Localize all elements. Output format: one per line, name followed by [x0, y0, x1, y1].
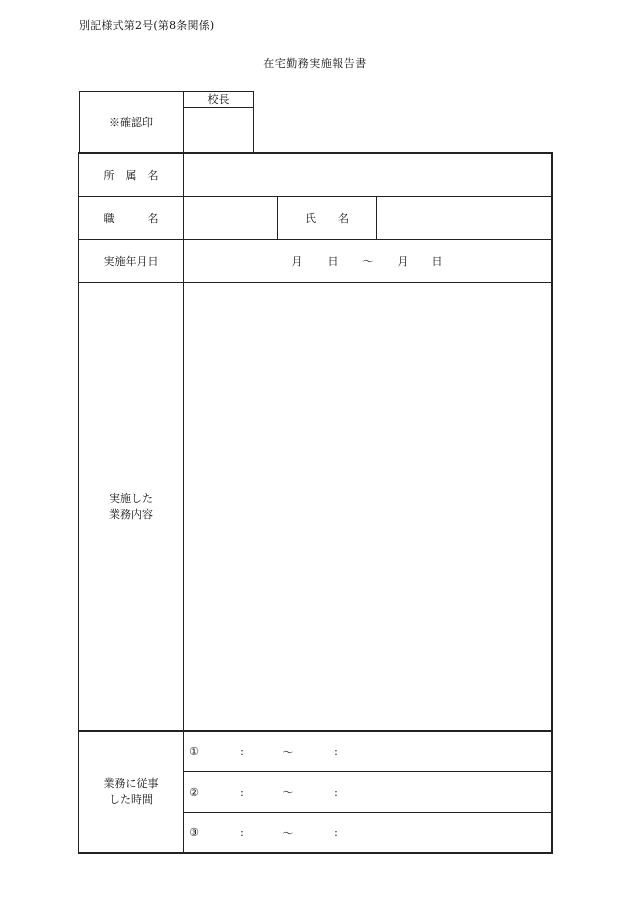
slot-colon-start: :: [240, 745, 244, 758]
slot-colon-start: :: [240, 785, 244, 799]
position-field[interactable]: [184, 197, 277, 239]
content-label-line1: 実施した: [109, 491, 153, 505]
slot-tilde: ～: [282, 745, 294, 759]
date-label: 実施年月日: [103, 255, 159, 268]
slot-tilde: ～: [282, 826, 294, 840]
date-day-2: 日: [431, 255, 443, 268]
slot-colon-end: :: [334, 745, 338, 758]
affiliation-field[interactable]: [184, 153, 551, 196]
form-number: 別記様式第2号(第8条関係): [79, 19, 215, 32]
slot-tilde: ～: [282, 786, 294, 799]
slot-number: ③: [189, 826, 199, 839]
content-label: [79, 283, 183, 730]
slot-number: ②: [189, 785, 199, 799]
position-label: 職 名: [103, 212, 159, 225]
date-month-2: 月: [397, 255, 409, 268]
principal-label: 校長: [207, 93, 230, 106]
slot-colon-start: :: [240, 826, 244, 839]
name-label: 氏 名: [305, 212, 349, 225]
document-title: 在宅勤務実施報告書: [263, 57, 367, 70]
affiliation-label: 所 属 名: [103, 168, 159, 182]
slot-colon-end: :: [334, 785, 338, 799]
date-day-1: 日: [327, 255, 339, 268]
content-field[interactable]: [184, 283, 551, 730]
date-tilde: ～: [362, 255, 374, 268]
approval-label: ※確認印: [109, 116, 153, 129]
hours-label: [79, 732, 183, 852]
slot-number: ①: [189, 745, 199, 758]
hours-label-line2: した時間: [109, 793, 153, 806]
name-field[interactable]: [377, 197, 551, 239]
hours-label-line1: 業務に従事: [103, 777, 159, 790]
principal-seal-cell[interactable]: [184, 108, 253, 152]
date-month-1: 月: [291, 255, 303, 268]
content-label-line2: 業務内容: [109, 507, 153, 521]
slot-colon-end: :: [334, 826, 338, 839]
